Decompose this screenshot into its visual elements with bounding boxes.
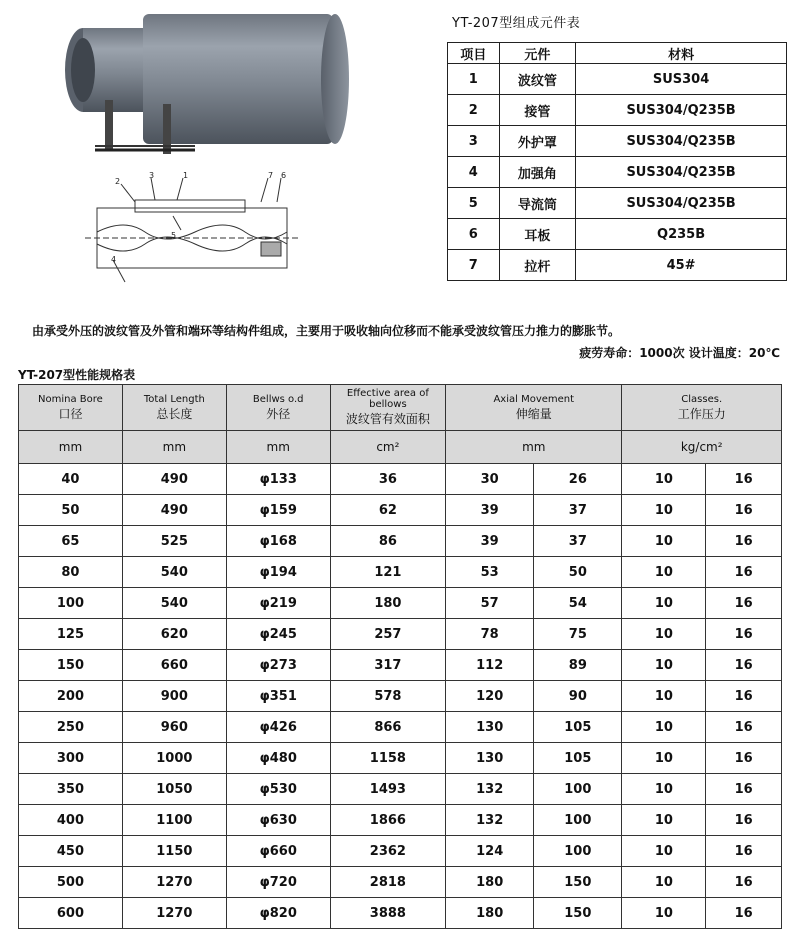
table-row xyxy=(448,126,787,157)
table-cell: φ273 xyxy=(226,650,330,681)
table-cell: 132 xyxy=(446,805,534,836)
table-cell: 16 xyxy=(706,836,782,867)
table-cell: 10 xyxy=(622,526,706,557)
table-cell: 300 xyxy=(19,743,123,774)
table-cell: φ159 xyxy=(226,495,330,526)
table-cell: 490 xyxy=(122,464,226,495)
table-cell: 600 xyxy=(19,898,123,929)
table-cell: 132 xyxy=(446,774,534,805)
table-cell: 100 xyxy=(534,805,622,836)
table-row xyxy=(19,619,782,650)
table-cell: 16 xyxy=(706,867,782,898)
schematic-drawing xyxy=(85,170,300,295)
table-cell: SUS304/Q235B xyxy=(576,188,787,219)
table-cell: 16 xyxy=(706,557,782,588)
drawing-label: 3 xyxy=(149,171,155,180)
table-cell: 200 xyxy=(19,681,123,712)
table-row xyxy=(448,188,787,219)
table-cell: 180 xyxy=(446,898,534,929)
table-cell: 10 xyxy=(622,867,706,898)
performance-header-row xyxy=(19,385,782,431)
performance-table xyxy=(18,384,782,929)
table-cell: 400 xyxy=(19,805,123,836)
table-cell: 500 xyxy=(19,867,123,898)
table-cell: 导流筒 xyxy=(499,188,576,219)
table-row xyxy=(19,712,782,743)
table-cell: 1493 xyxy=(330,774,445,805)
drawing-label: 4 xyxy=(111,255,117,264)
table-cell: 16 xyxy=(706,526,782,557)
table-cell: 10 xyxy=(622,898,706,929)
table-cell: φ351 xyxy=(226,681,330,712)
table-cell: 125 xyxy=(19,619,123,650)
table-cell: 2362 xyxy=(330,836,445,867)
table-cell: 525 xyxy=(122,526,226,557)
table-row xyxy=(19,495,782,526)
table-cell: 1 xyxy=(448,64,500,95)
table-cell: 150 xyxy=(19,650,123,681)
table-cell: 100 xyxy=(19,588,123,619)
table-cell: 90 xyxy=(534,681,622,712)
table-cell: 16 xyxy=(706,681,782,712)
table-cell: 10 xyxy=(622,774,706,805)
table-cell: 660 xyxy=(122,650,226,681)
table-cell: 62 xyxy=(330,495,445,526)
table-cell: φ194 xyxy=(226,557,330,588)
table-cell: 120 xyxy=(446,681,534,712)
table-cell: 10 xyxy=(622,588,706,619)
unit-cell: mm xyxy=(226,431,330,464)
drawing-label: 7 xyxy=(268,171,274,180)
table-cell: 317 xyxy=(330,650,445,681)
components-table-title: YT-207型组成元件表 xyxy=(452,16,581,31)
table-cell: 130 xyxy=(446,743,534,774)
table-row xyxy=(19,588,782,619)
table-row xyxy=(19,526,782,557)
table-cell: 10 xyxy=(622,712,706,743)
table-cell: 350 xyxy=(19,774,123,805)
table-cell: 2 xyxy=(448,95,500,126)
table-cell: SUS304/Q235B xyxy=(576,126,787,157)
table-cell: 16 xyxy=(706,464,782,495)
table-cell: 16 xyxy=(706,774,782,805)
table-cell: 866 xyxy=(330,712,445,743)
fatigue-temp-text: 疲劳寿命：1000次 设计温度：20℃ xyxy=(579,346,780,360)
table-cell: 960 xyxy=(122,712,226,743)
table-cell: 540 xyxy=(122,557,226,588)
table-row xyxy=(448,157,787,188)
table-cell: 50 xyxy=(534,557,622,588)
table-cell: 加强角 xyxy=(499,157,576,188)
table-cell: 578 xyxy=(330,681,445,712)
table-cell: 波纹管 xyxy=(499,64,576,95)
table-cell: 124 xyxy=(446,836,534,867)
table-row xyxy=(19,464,782,495)
table-cell: 7 xyxy=(448,250,500,281)
table-cell: SUS304/Q235B xyxy=(576,95,787,126)
table-cell: 105 xyxy=(534,743,622,774)
table-cell: 1270 xyxy=(122,898,226,929)
table-cell: 100 xyxy=(534,774,622,805)
column-header: Bellws o.d 外径 xyxy=(226,385,330,431)
table-cell: 75 xyxy=(534,619,622,650)
table-cell: 10 xyxy=(622,557,706,588)
table-cell: Q235B xyxy=(576,219,787,250)
column-header: Axial Movement 伸缩量 xyxy=(446,385,622,431)
table-cell: 40 xyxy=(19,464,123,495)
table-cell: φ426 xyxy=(226,712,330,743)
table-cell: 57 xyxy=(446,588,534,619)
table-row xyxy=(19,681,782,712)
table-cell: 78 xyxy=(446,619,534,650)
table-cell: φ530 xyxy=(226,774,330,805)
table-cell: 16 xyxy=(706,650,782,681)
expansion-joint-photo xyxy=(55,8,365,168)
table-cell: 16 xyxy=(706,743,782,774)
table-cell: 1100 xyxy=(122,805,226,836)
table-row xyxy=(448,95,787,126)
unit-cell: cm² xyxy=(330,431,445,464)
column-header: 项目 xyxy=(448,43,500,64)
table-row xyxy=(19,743,782,774)
table-cell: 30 xyxy=(446,464,534,495)
table-cell: 100 xyxy=(534,836,622,867)
table-cell: 外护罩 xyxy=(499,126,576,157)
table-cell: SUS304 xyxy=(576,64,787,95)
unit-cell: mm xyxy=(446,431,622,464)
table-cell: 1000 xyxy=(122,743,226,774)
table-cell: 180 xyxy=(330,588,445,619)
table-cell: 150 xyxy=(534,867,622,898)
table-cell: 130 xyxy=(446,712,534,743)
table-cell: 121 xyxy=(330,557,445,588)
table-cell: 26 xyxy=(534,464,622,495)
table-cell: φ168 xyxy=(226,526,330,557)
table-row xyxy=(19,650,782,681)
table-row xyxy=(19,774,782,805)
unit-cell: mm xyxy=(19,431,123,464)
table-cell: 1270 xyxy=(122,867,226,898)
table-cell: 16 xyxy=(706,495,782,526)
table-cell: 10 xyxy=(622,805,706,836)
table-row xyxy=(448,219,787,250)
table-cell: 16 xyxy=(706,588,782,619)
column-header: 元件 xyxy=(499,43,576,64)
table-cell: 54 xyxy=(534,588,622,619)
table-cell: 1158 xyxy=(330,743,445,774)
table-cell: 10 xyxy=(622,743,706,774)
table-cell: 150 xyxy=(534,898,622,929)
table-header-row xyxy=(448,43,787,64)
table-row xyxy=(19,836,782,867)
table-cell: SUS304/Q235B xyxy=(576,157,787,188)
table-cell: 1050 xyxy=(122,774,226,805)
table-cell: φ133 xyxy=(226,464,330,495)
column-header: Classes. 工作压力 xyxy=(622,385,782,431)
table-row xyxy=(19,805,782,836)
table-row xyxy=(448,250,787,281)
table-cell: 2818 xyxy=(330,867,445,898)
table-cell: φ219 xyxy=(226,588,330,619)
table-cell: 10 xyxy=(622,681,706,712)
table-cell: 50 xyxy=(19,495,123,526)
unit-cell: kg/cm² xyxy=(622,431,782,464)
table-cell: 16 xyxy=(706,898,782,929)
table-cell: 耳板 xyxy=(499,219,576,250)
table-cell: 37 xyxy=(534,526,622,557)
table-cell: 37 xyxy=(534,495,622,526)
table-cell: 16 xyxy=(706,805,782,836)
performance-table-title: YT-207型性能规格表 xyxy=(18,368,136,382)
table-cell: 10 xyxy=(622,464,706,495)
column-header: Effective area of bellows 波纹管有效面积 xyxy=(330,385,445,431)
units-row xyxy=(19,431,782,464)
column-header: Total Length 总长度 xyxy=(122,385,226,431)
drawing-label: 2 xyxy=(115,177,121,186)
table-cell: 10 xyxy=(622,619,706,650)
table-cell: 45# xyxy=(576,250,787,281)
table-cell: 450 xyxy=(19,836,123,867)
table-cell: 86 xyxy=(330,526,445,557)
table-cell: φ480 xyxy=(226,743,330,774)
table-cell: 65 xyxy=(19,526,123,557)
table-cell: 10 xyxy=(622,650,706,681)
table-cell: 80 xyxy=(19,557,123,588)
table-cell: 490 xyxy=(122,495,226,526)
table-cell: 6 xyxy=(448,219,500,250)
table-cell: 5 xyxy=(448,188,500,219)
table-cell: 540 xyxy=(122,588,226,619)
table-cell: 257 xyxy=(330,619,445,650)
table-cell: 53 xyxy=(446,557,534,588)
table-cell: 1150 xyxy=(122,836,226,867)
description-text: 由承受外压的波纹管及外管和端环等结构件组成，主要用于吸收轴向位移而不能承受波纹管压力推力的膨胀节。 xyxy=(32,324,621,338)
table-cell: 16 xyxy=(706,619,782,650)
table-cell: 1866 xyxy=(330,805,445,836)
table-row xyxy=(19,867,782,898)
table-cell: 39 xyxy=(446,526,534,557)
table-cell: 39 xyxy=(446,495,534,526)
table-cell: 900 xyxy=(122,681,226,712)
table-cell: 3888 xyxy=(330,898,445,929)
table-cell: 89 xyxy=(534,650,622,681)
table-cell: φ245 xyxy=(226,619,330,650)
table-cell: 10 xyxy=(622,495,706,526)
column-header: Nomina Bore 口径 xyxy=(19,385,123,431)
table-row xyxy=(19,557,782,588)
table-cell: φ630 xyxy=(226,805,330,836)
drawing-label: 5 xyxy=(171,231,177,240)
table-row xyxy=(19,898,782,929)
table-cell: 拉杆 xyxy=(499,250,576,281)
table-cell: 3 xyxy=(448,126,500,157)
table-cell: 接管 xyxy=(499,95,576,126)
table-cell: φ660 xyxy=(226,836,330,867)
table-cell: 180 xyxy=(446,867,534,898)
drawing-label: 6 xyxy=(281,171,287,180)
table-cell: 16 xyxy=(706,712,782,743)
table-cell: φ820 xyxy=(226,898,330,929)
table-cell: φ720 xyxy=(226,867,330,898)
table-cell: 620 xyxy=(122,619,226,650)
drawing-label: 1 xyxy=(183,171,189,180)
components-table xyxy=(447,42,787,281)
table-cell: 36 xyxy=(330,464,445,495)
table-cell: 250 xyxy=(19,712,123,743)
column-header: 材料 xyxy=(576,43,787,64)
table-cell: 4 xyxy=(448,157,500,188)
table-cell: 105 xyxy=(534,712,622,743)
table-row xyxy=(448,64,787,95)
table-cell: 112 xyxy=(446,650,534,681)
table-cell: 10 xyxy=(622,836,706,867)
unit-cell: mm xyxy=(122,431,226,464)
